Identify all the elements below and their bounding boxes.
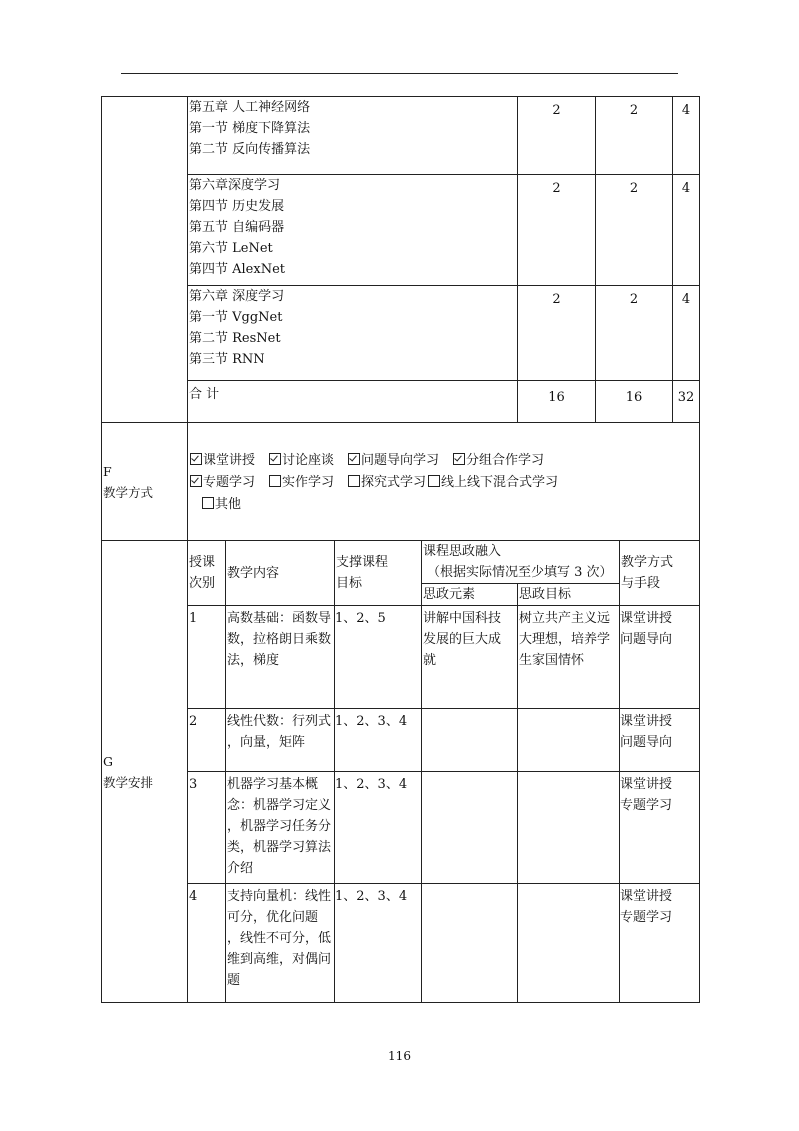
target-line: 树立共产主义远 [519,611,611,626]
row-target [518,709,620,772]
method-practice-option[interactable] [269,475,334,490]
total-row [102,381,700,423]
schedule-header-row [102,541,700,584]
hours-a: 2 [518,175,596,286]
checkbox-empty-icon[interactable] [348,475,360,487]
checkbox-empty-icon[interactable] [202,497,214,509]
section-g-code: G [103,753,113,769]
checkbox-checked-icon[interactable] [269,453,281,465]
row-content [226,884,335,1003]
chapter-line: 第六章深度学习 [189,178,281,193]
row-content [226,606,335,709]
method-discussion-option[interactable] [269,453,334,468]
option-label: 分组合作学习 [466,453,545,468]
row-number: 4 [188,884,226,1003]
option-label: 课堂讲授 [203,453,256,468]
element-line: 发展的巨大成 [423,632,502,647]
row-method [620,884,700,1003]
method-blended-option[interactable] [428,475,558,490]
chapter-line: 第一节 VggNet [189,310,283,325]
row-element [422,606,518,709]
content-line: 维到高维，对偶问 [227,952,332,967]
hours-b: 2 [596,175,673,286]
header-text: 教学方式 [621,555,674,570]
row-number: 3 [188,772,226,884]
methods-row-1 [190,450,699,472]
content-line: 线性代数：行列式 [227,714,332,729]
row-element [422,884,518,1003]
page-number: 116 [388,1049,411,1063]
section-g-label [102,541,188,1003]
hours-a: 2 [518,97,596,175]
method-line: 专题学习 [620,798,673,813]
element-line: 就 [423,653,437,668]
content-line: 法，梯度 [227,653,280,668]
header-text: 次别 [189,576,216,591]
option-label: 线上线下混合式学习 [441,475,559,490]
content-line: ，线性不可分，低 [227,931,332,946]
hours-total: 4 [673,97,700,175]
chapter-cell [188,175,518,286]
content-line: 高数基础：函数导 [227,611,332,626]
method-line: 课堂讲授 [620,777,673,792]
schedule-row [102,606,700,709]
chapter-row [102,286,700,381]
section-f-row [102,423,700,541]
method-line: 课堂讲授 [620,714,673,729]
option-label: 问题导向学习 [361,453,440,468]
content-line: 类，机器学习算法 [227,840,332,855]
hours-total: 4 [673,175,700,286]
hours-a: 2 [518,286,596,381]
content-line: 可分，优化问题 [227,910,319,925]
row-method [620,606,700,709]
chapter-line: 第五章 人工神经网络 [189,100,311,115]
content-line: 数，拉格朗日乘数 [227,632,332,647]
row-goals: 1、2、3、4 [335,884,422,1003]
checkbox-empty-icon[interactable] [269,475,281,487]
content-line: ，向量，矩阵 [227,735,306,750]
row-goals: 1、2、5 [335,606,422,709]
header-element: 思政元素 [422,584,518,606]
schedule-row [102,709,700,772]
header-content: 教学内容 [226,541,335,606]
target-line: 生家国情怀 [519,653,585,668]
content-line: 支持向量机：线性 [227,889,332,904]
method-line: 专题学习 [620,910,673,925]
checkbox-checked-icon[interactable] [453,453,465,465]
chapter-line: 第四节 历史发展 [189,199,285,214]
content-line: 介绍 [227,861,254,876]
row-element [422,709,518,772]
header-text: 课程思政融入 [423,544,502,559]
teaching-methods [188,423,700,541]
left-blank-cell [102,97,188,423]
header-text: 与手段 [621,576,661,591]
schedule-row [102,772,700,884]
hours-total: 4 [673,286,700,381]
header-note: （根据实际情况至少填写 3 次） [427,565,613,580]
method-group-option[interactable] [453,453,544,468]
checkbox-checked-icon[interactable] [348,453,360,465]
element-line: 讲解中国科技 [423,611,502,626]
row-target [518,606,620,709]
total-a: 16 [518,381,596,423]
chapter-cell [188,286,518,381]
option-label: 探究式学习 [361,475,427,490]
chapter-line: 第三节 RNN [189,352,265,367]
content-line: ，机器学习任务分 [227,819,332,834]
section-g-title: 教学安排 [103,774,154,790]
row-goals: 1、2、3、4 [335,709,422,772]
methods-row-3 [190,494,699,516]
method-line: 问题导向 [620,632,673,647]
methods-row-2 [190,472,699,494]
course-table [101,96,700,1003]
chapter-line: 第二节 ResNet [189,331,281,346]
method-other-option[interactable] [202,497,241,512]
row-content [226,709,335,772]
row-target [518,772,620,884]
checkbox-checked-icon[interactable] [190,453,202,465]
chapter-cell [188,97,518,175]
row-method [620,772,700,884]
method-topic-option[interactable] [190,475,255,490]
header-ideology [422,541,620,584]
section-f-title: 教学方式 [103,484,154,500]
header-order [188,541,226,606]
method-line: 问题导向 [620,735,673,750]
content-line: 念：机器学习定义 [227,798,332,813]
chapter-row [102,97,700,175]
row-method [620,709,700,772]
target-line: 大理想，培养学 [519,632,611,647]
chapter-line: 第五节 自编码器 [189,220,285,235]
total-c: 32 [673,381,700,423]
row-number: 2 [188,709,226,772]
hours-b: 2 [596,97,673,175]
row-target [518,884,620,1003]
row-goals: 1、2、3、4 [335,772,422,884]
chapter-line: 第二节 反向传播算法 [189,142,311,157]
header-rule [121,73,678,74]
method-lecture-option[interactable] [190,453,255,468]
option-label: 专题学习 [203,475,256,490]
chapter-line: 第六章 深度学习 [189,289,285,304]
header-text: 目标 [336,576,363,591]
total-b: 16 [596,381,673,423]
option-label: 讨论座谈 [282,453,335,468]
checkbox-empty-icon[interactable] [428,475,440,487]
option-label: 其他 [215,497,242,512]
method-inquiry-option[interactable] [348,475,426,490]
header-target: 思政目标 [518,584,620,606]
header-text: 支撑课程 [336,555,389,570]
schedule-row [102,884,700,1003]
method-problem-option[interactable] [348,453,439,468]
header-goals [335,541,422,606]
row-content [226,772,335,884]
checkbox-checked-icon[interactable] [190,475,202,487]
content-line: 机器学习基本概 [227,777,319,792]
header-method [620,541,700,606]
section-f-label [102,423,188,541]
chapter-line: 第四节 AlexNet [189,262,285,277]
method-line: 课堂讲授 [620,889,673,904]
chapter-row [102,175,700,286]
header-text: 授课 [189,555,216,570]
chapter-line: 第一节 梯度下降算法 [189,121,311,136]
option-label: 实作学习 [282,475,335,490]
row-number: 1 [188,606,226,709]
total-label: 合 计 [188,381,518,423]
method-line: 课堂讲授 [620,611,673,626]
section-f-code: F [103,463,112,479]
hours-b: 2 [596,286,673,381]
chapter-line: 第六节 LeNet [189,241,273,256]
row-element [422,772,518,884]
content-line: 题 [227,973,241,988]
